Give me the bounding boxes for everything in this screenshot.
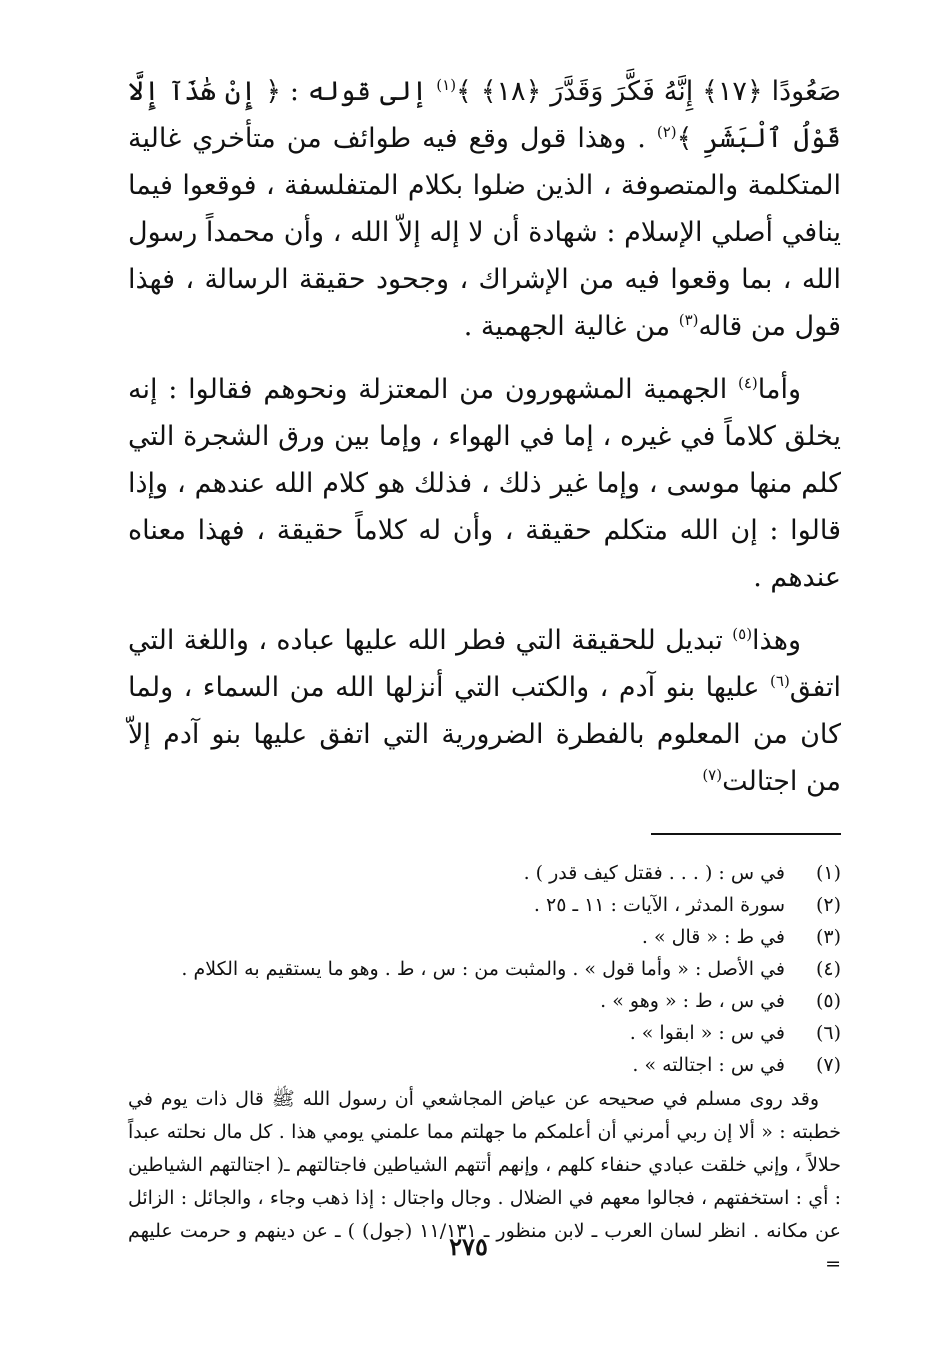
footnote-ref-2[interactable]: (٢) bbox=[656, 123, 677, 141]
footnote-text: في س : اجتالته » . bbox=[632, 1054, 785, 1076]
paragraph-2 bbox=[128, 366, 841, 601]
footnote-ref-6[interactable]: (٦) bbox=[770, 672, 790, 690]
footnote-text: في س ، ط : « وهو » . bbox=[600, 990, 785, 1012]
footnote-number: (٥) bbox=[815, 990, 841, 1012]
paragraph-1-text-c: من غالية الجهمية . bbox=[463, 311, 679, 342]
paragraph-3-text-b: تبديل للحقيقة التي فطر الله عليها عباده ، واللغة التي اتفق bbox=[128, 625, 841, 703]
paragraph-2-text-a: وأما bbox=[757, 374, 801, 405]
footnote-text: في ط : « قال » . bbox=[641, 926, 785, 948]
footnote-text: في س : « ابقوا » . bbox=[629, 1022, 785, 1044]
footnote-item bbox=[128, 985, 841, 1017]
paragraph-3 bbox=[128, 617, 841, 805]
footnote-continuation: وقد روى مسلم في صحيحه عن عياض المجاشعي أن رسول الله ﷺ قال ذات يوم في خطبته : « ألا إن ربي أمرني أن أعلمكم ما جهلتم مما علمني يومي هذا . كل مال نحلته عبداً حلالاً ، وإني خلقت عبادي حنفاء كلهم ، وإنهم أتتهم الشياطين فاجتالتهم ـ( اجتالتهم الشياطين : أي : استخفتهم ، فجالوا معهم في الضلال . وجال واجتال : إذا ذهب وجاء ، والجائل : الزائل عن مكانه . انظر لسان العرب ـ لابن منظور ـ ١١/١٣١ (جول) ) ـ عن دينهم و حرمت عليهم = bbox=[128, 1088, 841, 1275]
paragraph-2-text-b: الجهمية المشهورون من المعتزلة ونحوهم فقالوا : إنه يخلق كلاماً في غيره ، إما في الهواء ، وإما بين ورق الشجرة التي كلم منها موسى ، وإما غير ذلك ، فذلك هو كلام الله عندهم ، وإذا قالوا : إن الله متكلم حقيقة ، وأن له كلاماً حقيقة ، فهذا معناه عندهم . bbox=[128, 374, 841, 593]
footnote-number: (٤) bbox=[815, 958, 841, 980]
footnote-number: (٣) bbox=[815, 926, 841, 948]
footnote-number: (٦) bbox=[815, 1022, 841, 1044]
footnote-text: سورة المدثر ، الآيات : ١١ ـ ٢٥ . bbox=[533, 894, 785, 916]
footnote-item bbox=[128, 889, 841, 921]
footnote-item bbox=[128, 1049, 841, 1081]
footnote-ref-7[interactable]: (٧) bbox=[702, 766, 723, 784]
footnote-number: (٢) bbox=[815, 894, 841, 916]
paragraph-1 bbox=[128, 68, 841, 350]
main-text bbox=[128, 68, 841, 805]
footnote-item bbox=[128, 857, 841, 889]
footnote-ref-5[interactable]: (٥) bbox=[732, 625, 753, 643]
footnote-text: في س : ( . . . فقتل كيف قدر ) . bbox=[523, 862, 785, 884]
paragraph-1-text-a: إلى قوله : ﴿ إِنْ هَٰذَآ إِلَّا قَوْلُ ٱلْبَشَرِ ﴾ bbox=[128, 76, 841, 154]
footnote-ref-1[interactable]: (١) bbox=[436, 76, 457, 94]
footnote-item bbox=[128, 953, 841, 985]
paragraph-3-text-a: وهذا bbox=[752, 625, 801, 656]
footnote-text: في الأصل : « وأما قول » . والمثبت من : س ، ط . وهو ما يستقيم به الكلام . bbox=[181, 958, 785, 980]
paragraph-3-text-c: عليها بنو آدم ، والكتب التي أنزلها الله من السماء ، ولما كان من المعلوم بالفطرة الضرورية التي اتفق عليها بنو آدم إلاّ من اجتالت bbox=[128, 672, 841, 797]
footnote-item bbox=[128, 921, 841, 953]
paragraph-1-text-b: . وهذا قول وقع فيه طوائف من متأخري غالية المتكلمة والمتصوفة ، الذين ضلوا بكلام المتفلسفة ، فوقعوا فيما ينافي أصلي الإسلام : شهادة أن لا إله إلاّ الله ، وأن محمداً رسول الله ، بما وقعوا فيه من الإشراك ، وجحود حقيقة الرسالة ، فهذا قول من قاله bbox=[128, 123, 841, 342]
footnote-ref-4[interactable]: (٤) bbox=[737, 374, 758, 392]
page-number: ٢٧٥ bbox=[449, 1232, 488, 1261]
footnote-divider bbox=[651, 833, 841, 835]
footnotes bbox=[128, 857, 841, 1281]
page-content bbox=[128, 68, 841, 1281]
quran-verse-opening: صَعُودًا ﴿١٧﴾ إِنَّهُ فَكَّرَ وَقَدَّرَ ﴿١٨﴾ ﴾ bbox=[456, 76, 842, 107]
footnote-item bbox=[128, 1017, 841, 1049]
footnote-ref-3[interactable]: (٣) bbox=[678, 311, 699, 329]
footnote-number: (١) bbox=[815, 862, 841, 884]
footnote-number: (٧) bbox=[815, 1054, 841, 1076]
